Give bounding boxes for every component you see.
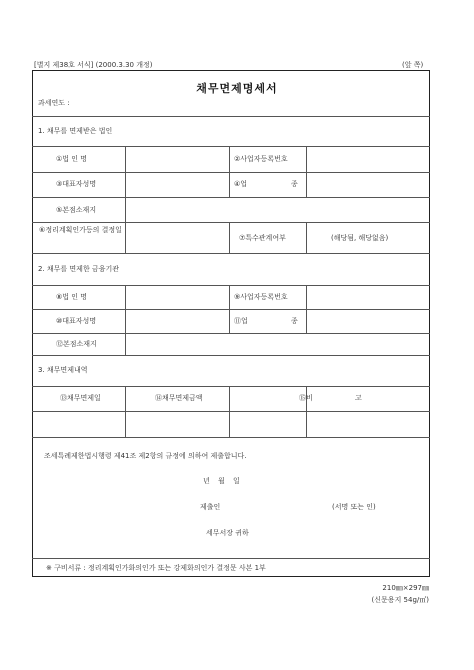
section3-heading: 3. 채무면제내역 — [38, 366, 88, 374]
divider — [32, 172, 430, 173]
column-line — [125, 146, 126, 253]
section2-heading: 2. 채무를 면제한 금융기관 — [38, 265, 119, 273]
tax-year-label: 과세연도 : — [38, 99, 70, 107]
biz-type-label: ④업 — [234, 180, 248, 188]
bank-head-office-label: ⑫본점소재지 — [56, 340, 97, 348]
representative-label: ③대표자성명 — [56, 180, 97, 188]
divider — [32, 285, 430, 286]
bank-representative-label: ⑩대표자성명 — [56, 317, 97, 325]
paper-size: 210㎜×297㎜ — [382, 584, 429, 592]
remarks-label-end: 고 — [355, 394, 362, 402]
attachment-note: ※ 구비서류 : 정리계획인가화의인가 또는 강제화의인가 결정문 사본 1부 — [46, 564, 266, 572]
column-line — [229, 146, 230, 197]
divider — [32, 309, 430, 310]
waiver-date-label: ⑬채무면제일 — [60, 394, 101, 402]
bank-biz-reg-no-label: ⑨사업자등록번호 — [234, 293, 288, 301]
bank-biz-type-label: ⑪업 — [234, 317, 248, 325]
bank-name-label: ⑧법 인 명 — [56, 293, 88, 301]
paper-weight: (신문용지 54g/㎡) — [371, 596, 429, 604]
head-office-label: ⑤본점소재지 — [56, 206, 97, 214]
biz-reg-no-label: ②사업자등록번호 — [234, 155, 288, 163]
divider — [32, 437, 430, 438]
divider — [32, 146, 430, 147]
column-line — [125, 386, 126, 437]
submitter-label: 제출인 — [200, 503, 221, 511]
frame-bottom — [32, 576, 430, 577]
divider — [32, 116, 430, 117]
bank-biz-type-label-end: 종 — [291, 317, 298, 325]
date-line: 년 월 일 — [203, 477, 240, 485]
recipient-label: 세무서장 귀하 — [206, 529, 249, 537]
column-line — [306, 285, 307, 333]
column-line — [125, 285, 126, 355]
corp-name-label: ①법 인 명 — [56, 155, 88, 163]
divider — [32, 222, 430, 223]
page-side-label: (앞 쪽) — [402, 61, 424, 69]
plan-approval-date-label: ⑥정리계획인가등의 결정일 — [39, 226, 122, 234]
remarks-label: ⑮비 — [299, 394, 313, 402]
column-line — [229, 222, 230, 253]
special-relation-label: ⑦특수관계여부 — [239, 234, 286, 242]
biz-type-label-end: 종 — [291, 180, 298, 188]
special-relation-options: (해당됨, 해당없음) — [331, 234, 389, 242]
page-title: 채무면제명세서 — [196, 82, 278, 95]
divider — [32, 197, 430, 198]
column-line — [229, 386, 230, 437]
divider — [32, 386, 430, 387]
frame-top — [32, 70, 430, 71]
form-reference: [별지 제38호 서식] (2000.3.30 개정) — [34, 61, 153, 69]
divider — [32, 253, 430, 254]
signature-label: (서명 또는 인) — [332, 503, 376, 511]
divider — [32, 558, 430, 559]
declaration-statement: 조세특례제한법시행령 제41조 제2항의 규정에 의하여 제출합니다. — [44, 452, 247, 460]
divider — [32, 333, 430, 334]
divider — [32, 411, 430, 412]
waiver-amount-label: ⑭채무면제금액 — [155, 394, 203, 402]
column-line — [229, 285, 230, 333]
column-line — [306, 222, 307, 253]
divider — [32, 355, 430, 356]
column-line — [306, 146, 307, 197]
section1-heading: 1. 채무를 면제받은 법인 — [38, 127, 113, 135]
